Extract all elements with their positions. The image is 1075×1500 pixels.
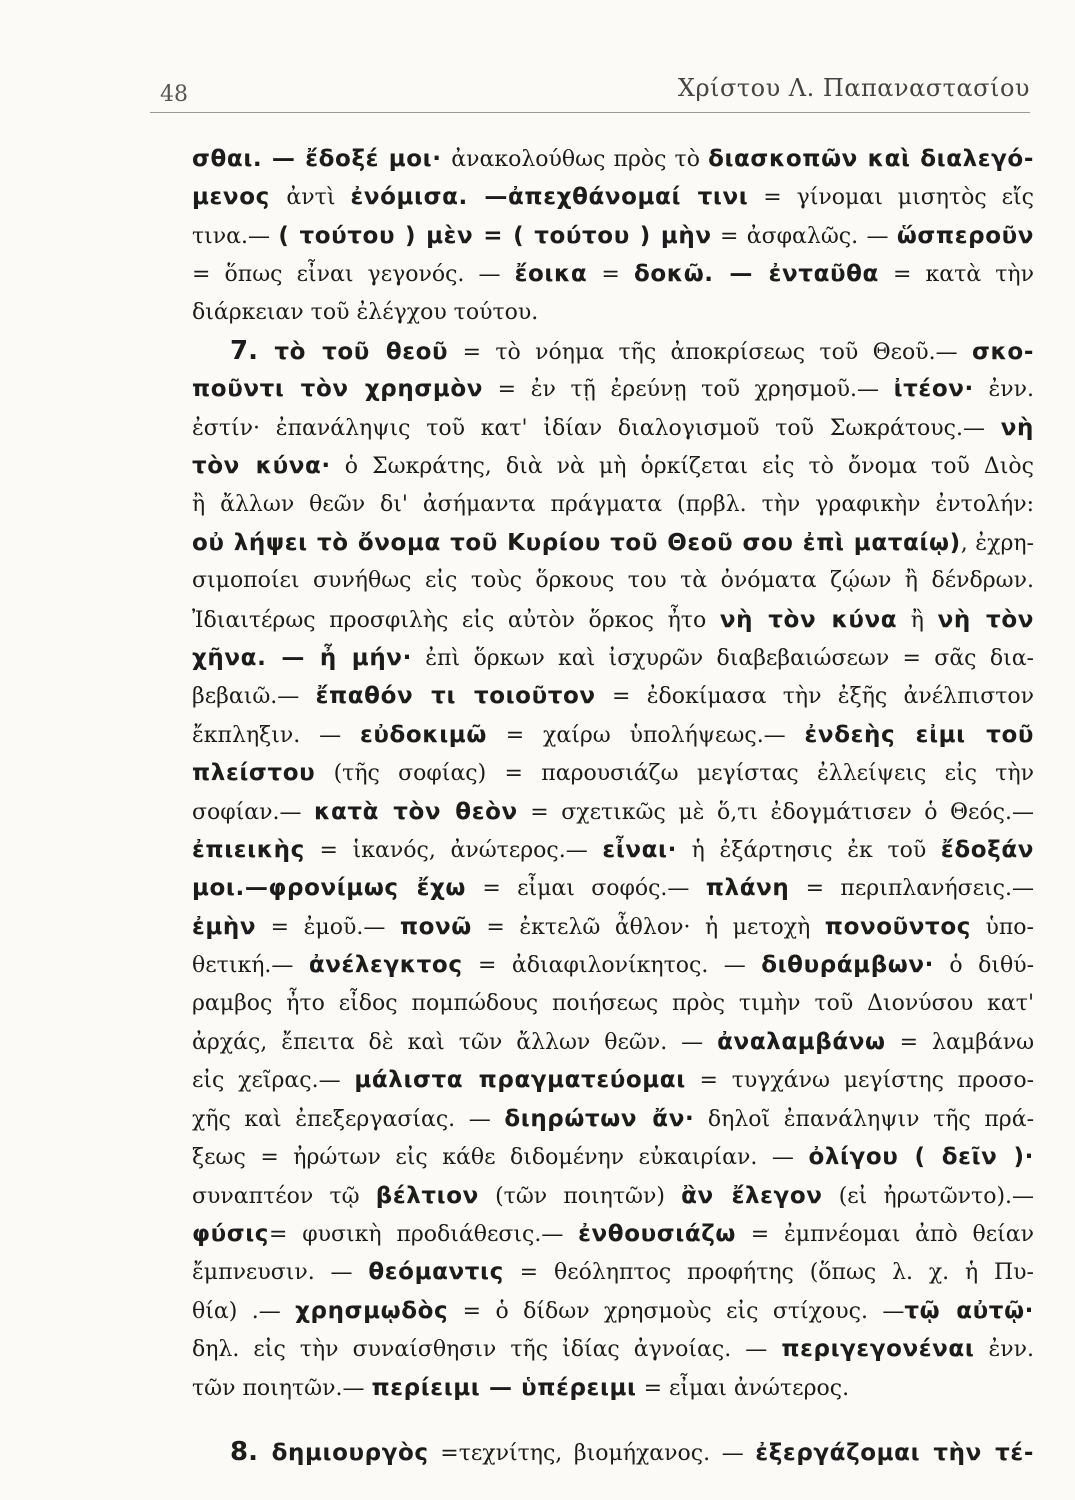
text-line — [192, 677, 1034, 715]
text-line — [192, 946, 1034, 984]
lemma-term: τὸν κύνα· — [192, 453, 331, 480]
lemma-term: ἐπιεικὴς — [192, 837, 305, 864]
text-line — [192, 793, 1034, 831]
running-head: Χρίστου Λ. Παπαναστασίου — [677, 74, 1030, 102]
text-line — [192, 1330, 1034, 1368]
gloss-text: = γίνομαι μισητὸς εἴς — [748, 185, 1034, 211]
lemma-term: θεόμαντις — [368, 1259, 504, 1286]
text-line — [192, 601, 1034, 639]
lemma-term: ὀλίγου ( δεῖν )· — [808, 1144, 1034, 1171]
gloss-text: ἐνν. — [973, 377, 1034, 403]
text-line — [192, 1023, 1034, 1061]
text-line — [192, 217, 1034, 255]
gloss-text: = ἐμπνέομαι ἀπὸ θείαν — [736, 1221, 1034, 1247]
gloss-text: = ἀσφαλῶς. — — [711, 223, 897, 249]
text-line — [192, 1433, 1034, 1471]
lemma-term: ἐμὴν — [192, 913, 257, 940]
lemma-term: ἰτέον· — [893, 376, 974, 403]
text-line — [192, 754, 1034, 792]
gloss-text: θετική.— — [192, 953, 309, 979]
gloss-text: ἀντὶ — [286, 185, 351, 211]
gloss-text: σιμοποίει συνήθως εἰς τοὺς ὅρκους του τὰ ὀνόματα ζῴων ἢ δένδρων. — [192, 568, 1034, 594]
text-line — [192, 524, 1034, 562]
lemma-term: ἀνέλεγκτος — [308, 952, 463, 979]
gloss-text: ἀρχάς, ἔπειτα δὲ καὶ τῶν ἄλλων θεῶν. — — [192, 1029, 718, 1055]
lemma-term: δοκῶ. — ἐνταῦθα — [633, 261, 879, 288]
lemma-term: μάλιστα πραγματεύομαι — [354, 1067, 686, 1094]
text-line — [192, 486, 1034, 524]
text-line — [192, 1253, 1034, 1291]
gloss-text: = κατὰ τὴν — [878, 262, 1034, 288]
section-gap — [192, 1407, 1034, 1433]
lemma-term: ἔδοξάν — [940, 837, 1034, 864]
gloss-text: = χαίρω ὑπολήψεως.— — [486, 722, 805, 748]
section-number: 7. — [230, 335, 275, 366]
section-number: 8. — [230, 1436, 272, 1467]
gloss-text: = περιπλανήσεις.— — [789, 876, 1034, 902]
text-line — [192, 985, 1034, 1023]
text-line — [192, 140, 1034, 178]
gloss-text: ἔμπνευσιν. — — [192, 1260, 369, 1286]
lemma-term: οὐ λήψει τὸ ὄνομα τοῦ Κυρίου τοῦ Θεοῦ σου ἐπὶ ματαίῳ) — [192, 529, 961, 556]
gloss-text: = ὅπως εἶναι γεγονός. — — [192, 262, 515, 288]
text-line — [192, 294, 1034, 332]
lemma-term: ἀναλαμβάνω — [717, 1028, 886, 1055]
text-line — [192, 1061, 1034, 1099]
lemma-term: ( τούτου ) μὲν = ( τούτου ) μὴν — [278, 222, 712, 249]
text-line — [192, 178, 1034, 216]
text-line — [192, 1215, 1034, 1253]
lemma-term: σκο- — [971, 338, 1034, 365]
gloss-text: δηλ. εἰς τὴν συναίσθησιν τῆς ἰδίας ἀγνοίας. — — [192, 1337, 782, 1363]
gloss-text: , ἐχρη- — [960, 530, 1034, 556]
lemma-term: τῷ αὐτῷ· — [904, 1297, 1034, 1324]
gloss-text: =τεχνίτης, βιομήχανος. — — [428, 1440, 756, 1466]
lemma-term: διηρώτων ἄν· — [504, 1105, 695, 1132]
gloss-text: = ἐκτελῶ ἆθλον· ἡ μετοχὴ — [471, 914, 825, 940]
gloss-text: (τῶν ποιητῶν) — [478, 1183, 682, 1209]
lemma-term: εὐδοκιμῶ — [359, 721, 487, 748]
glossary-text — [192, 140, 1034, 1471]
lemma-term: πλάνη — [705, 875, 790, 902]
gloss-text: = — [587, 262, 634, 288]
lemma-term: νὴ — [1000, 414, 1034, 441]
lemma-term: νὴ τὸν — [937, 606, 1034, 633]
header-rule — [150, 112, 1030, 113]
text-line — [192, 1292, 1034, 1330]
gloss-text: ἀνακολούθως πρὸς τὸ — [451, 147, 709, 172]
gloss-text: = ὁ δίδων χρησμοὺς εἰς στίχους. — — [448, 1298, 905, 1324]
text-line — [192, 639, 1034, 677]
text-line — [192, 908, 1034, 946]
gloss-text: = σχετικῶς μὲ ὅ,τι ἐδογμάτισεν ὁ Θεός.— — [517, 799, 1034, 825]
gloss-text: Ἰδιαιτέρως προσφιλὴς εἰς αὐτὸν ὅρκος ἦτο — [192, 607, 720, 633]
gloss-text: ξεως = ἠρώτων εἰς κάθε διδομένην εὐκαιρίαν. — — [192, 1145, 809, 1171]
text-line — [192, 716, 1034, 754]
gloss-text: συναπτέον τῷ — [192, 1183, 376, 1209]
gloss-text: = λαμβάνω — [885, 1029, 1034, 1055]
gloss-text: = θεόληπτος προφήτης (ὅπως λ. χ. ἡ Πυ- — [503, 1260, 1034, 1286]
lemma-term: μοι.—φρονίμως ἔχω — [192, 875, 467, 902]
gloss-text: = ἱκανός, ἀνώτερος.— — [304, 838, 603, 864]
lemma-term: ἐνόμισα. —ἀπεχθάνομαί τινι — [350, 184, 749, 211]
text-line — [192, 1177, 1034, 1215]
gloss-text: = τὸ νόημα τῆς ἀποκρίσεως τοῦ Θεοῦ.— — [448, 339, 972, 365]
lemma-term: ἐνθουσιάζω — [578, 1220, 736, 1247]
gloss-text: χῆς καὶ ἐπεξεργασίας. — — [192, 1106, 505, 1132]
lemma-term: πονῶ — [399, 913, 472, 940]
text-line — [192, 409, 1034, 447]
gloss-text: = εἶμαι σοφός.— — [466, 876, 706, 902]
text-line — [192, 869, 1034, 907]
gloss-text: τινα.— — [192, 223, 279, 249]
lemma-term: χρησμῳδὸς — [295, 1297, 449, 1324]
lemma-term: περίειμι — ὑπέρειμι — [371, 1374, 637, 1401]
lemma-term: φύσις — [192, 1220, 270, 1247]
text-line — [192, 370, 1034, 408]
lemma-term: δημιουργὸς — [271, 1439, 429, 1466]
gloss-text: = ἐν τῇ ἐρεύνῃ τοῦ χρησμοῦ.— — [483, 377, 894, 403]
lemma-term: βέλτιον — [375, 1182, 479, 1209]
gloss-text: ὑπο- — [970, 914, 1034, 940]
gloss-text: = ἀδιαφιλονίκητος. — — [462, 953, 762, 979]
gloss-text: = τυγχάνω μεγίστης προσο- — [685, 1068, 1034, 1094]
gloss-text: = εἶμαι ἀνώτερος. — [636, 1375, 850, 1401]
lemma-term: πονοῦντος — [824, 913, 971, 940]
lemma-term: διθυράμβων· — [761, 952, 934, 979]
lemma-term: κατὰ τὸν θεὸν — [314, 798, 518, 825]
gloss-text: = φυσικὴ προδιάθεσις.— — [269, 1221, 579, 1247]
lemma-term: τὸ τοῦ θεοῦ — [274, 338, 449, 365]
text-line — [192, 562, 1034, 600]
gloss-text: (εἰ ἠρωτῶντο).— — [822, 1183, 1034, 1209]
gloss-text: βεβαιῶ.— — [192, 684, 316, 710]
lemma-term: ἔπαθόν τι τοιοῦτον — [315, 683, 596, 710]
lemma-term: ἐνδεὴς εἰμι τοῦ — [804, 721, 1034, 748]
lemma-term: ἂν ἔλεγον — [681, 1182, 823, 1209]
text-line — [192, 332, 1034, 370]
text-line — [192, 447, 1034, 485]
gloss-text: ἢ — [897, 607, 938, 633]
lemma-term: ἔοικα — [514, 261, 588, 288]
gloss-text: εἰς χεῖρας.— — [192, 1068, 355, 1094]
gloss-text: = ἐμοῦ.— — [256, 914, 400, 940]
gloss-text: ἐπὶ ὅρκων καὶ ἰσχυρῶν διαβεβαιώσεων = σᾶς δια- — [411, 646, 1034, 672]
page-header — [160, 74, 1030, 110]
gloss-text: ραμβος ἦτο εἶδος πομπώδους ποιήσεως πρὸς τιμὴν τοῦ Διονύσου κατ' — [192, 990, 1034, 1016]
lemma-term: πλείστου — [192, 760, 316, 787]
lemma-term: εἶναι· — [602, 837, 677, 864]
gloss-text: δηλοῖ ἐπανάληψιν τῆς πρά- — [694, 1106, 1034, 1132]
lemma-term: ἐξεργάζομαι τὴν τέ- — [755, 1439, 1034, 1466]
lemma-term: μενος — [192, 184, 287, 211]
gloss-text: θία) .— — [192, 1298, 296, 1324]
text-line — [192, 1369, 1034, 1407]
gloss-text: διάρκειαν τοῦ ἐλέγχου τούτου. — [192, 299, 539, 325]
text-line — [192, 1138, 1034, 1176]
gloss-text: ὁ διθύ- — [933, 953, 1034, 979]
lemma-term: ποῦντι τὸν χρησμὸν — [192, 376, 484, 403]
gloss-text: ἡ ἐξάρτησις ἐκ τοῦ — [676, 838, 941, 864]
gloss-text: σοφίαν.— — [192, 799, 315, 825]
lemma-term: σθαι. — — [192, 146, 306, 172]
gloss-text: ἐνν. — [974, 1337, 1034, 1363]
gloss-text: ἐστίν· ἐπανάληψις τοῦ κατ' ἰδίαν διαλογισμοῦ τοῦ Σωκράτους.— — [192, 415, 1001, 441]
text-line — [192, 255, 1034, 293]
text-line — [192, 831, 1034, 869]
lemma-term: νὴ τὸν κύνα — [719, 606, 898, 633]
gloss-text: ἔκπληξιν. — — [192, 722, 360, 748]
gloss-text: τῶν ποιητῶν.— — [192, 1375, 372, 1401]
gloss-text: ὁ Σωκράτης, διὰ νὰ μὴ ὁρκίζεται εἰς τὸ ὄνομα τοῦ Διὸς — [330, 454, 1034, 480]
gloss-text: (τῆς σοφίας) = παρουσιάζω μεγίστας ἐλλείψεις εἰς τὴν — [315, 761, 1034, 787]
page-number: 48 — [160, 82, 188, 107]
lemma-term: περιγεγονέναι — [781, 1336, 975, 1363]
lemma-term: χῆνα. — ἦ μήν· — [192, 645, 412, 672]
lemma-term: ὥσπεροῦν — [896, 222, 1034, 249]
gloss-text: = ἐδοκίμασα τὴν ἐξῆς ἀνέλπιστον — [595, 684, 1034, 710]
gloss-text: ἢ ἄλλων θεῶν δι' ἀσήμαντα πράγματα (πρβλ. τὴν γραφικὴν ἐντολήν: — [192, 491, 1034, 517]
lemma-term: ἔδοξέ μοι· — [305, 146, 452, 172]
text-line — [192, 1100, 1034, 1138]
lemma-term: διασκοπῶν καὶ διαλεγό- — [708, 146, 1034, 172]
